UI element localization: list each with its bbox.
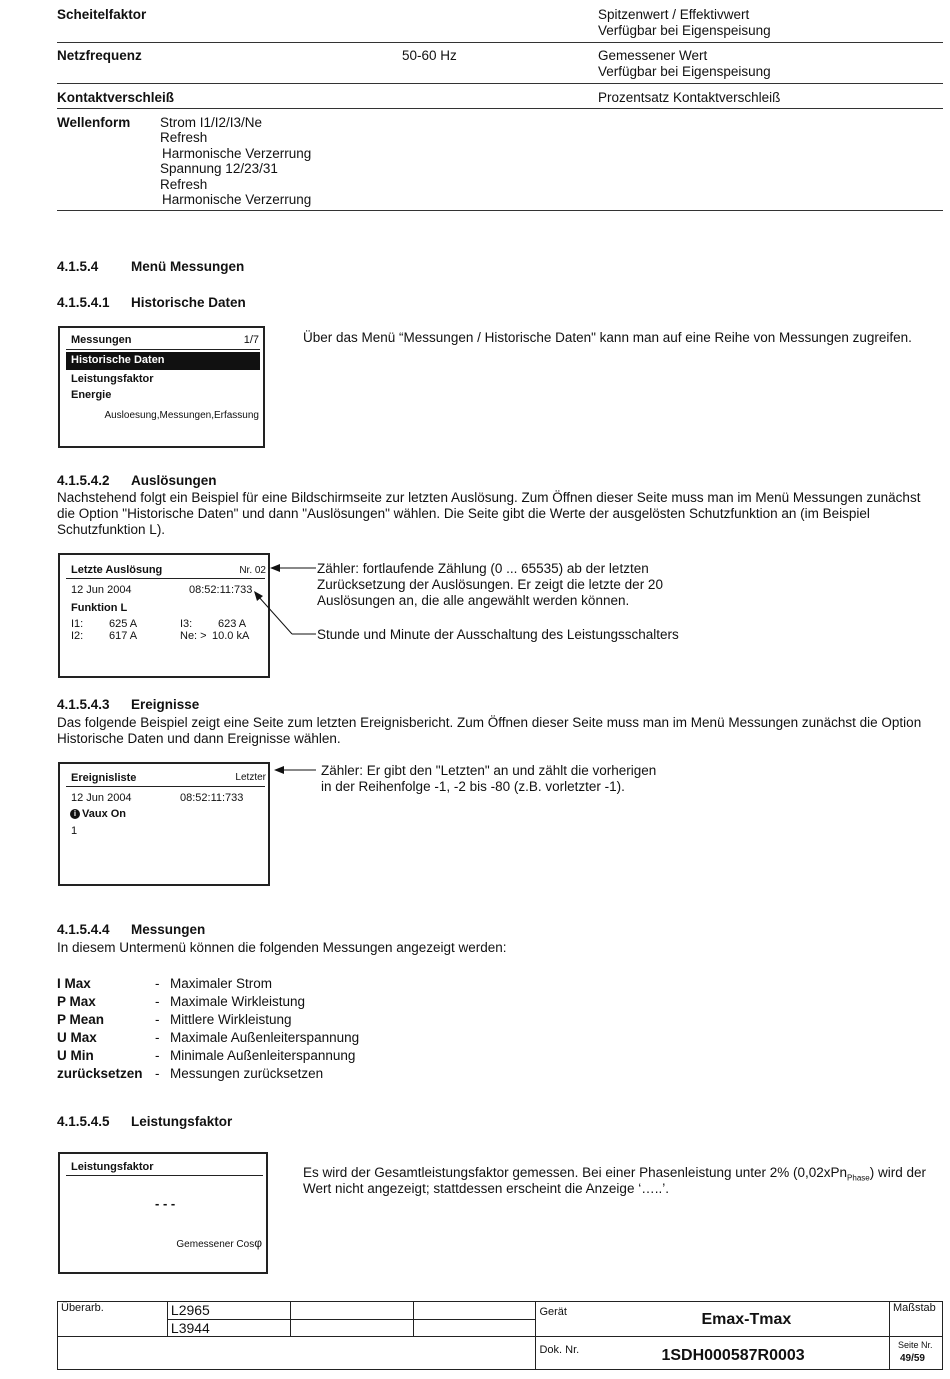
lcd-value: 617 A [109, 630, 138, 642]
lcd-event-number: 1 [71, 825, 78, 837]
lcd-nr: Nr. 02 [239, 565, 266, 576]
lcd-menu-item[interactable]: Energie [71, 389, 112, 401]
empty-cell [290, 1319, 413, 1337]
lcd-funktion: Funktion L [71, 602, 128, 614]
wellenform-line: Refresh [160, 130, 208, 145]
section-title: Auslösungen [131, 473, 217, 488]
measure-dash: - [155, 1048, 160, 1063]
section-number: 4.1.5.4.3 [57, 697, 110, 712]
divider [57, 42, 943, 43]
lcd-label: I1: [71, 618, 84, 630]
doknr-cell [536, 1337, 890, 1370]
paragraph-line: Historische Daten und dann Ereignisse wählen. [57, 731, 341, 746]
lcd-value: 625 A [109, 618, 138, 630]
section-title: Leistungsfaktor [131, 1114, 233, 1129]
measure-desc: Maximale Wirkleistung [170, 994, 306, 1009]
label-doknr: Dok. Nr. [539, 1344, 580, 1356]
row-name-kontaktverschleiss: Kontaktverschleiß [57, 90, 175, 105]
doknr-value: 1SDH000587R0003 [661, 1347, 805, 1364]
text-part: ) wird der [869, 1165, 926, 1180]
wellenform-line: Harmonische Verzerrung [162, 192, 312, 207]
measure-key: P Mean [57, 1012, 105, 1027]
lcd-messungen [58, 326, 265, 448]
empty-cell [413, 1319, 536, 1337]
wellenform-line: Strom I1/I2/I3/Ne [160, 115, 263, 130]
lcd-page: 1/7 [243, 334, 259, 346]
label-massstab: Maßstab [889, 1302, 942, 1337]
paragraph-line: Das folgende Beispiel zeigt eine Seite zum letzten Ereignisbericht. Zum Öffnen dieser Seite muss man im Menü Messungen zunächst die Option [57, 715, 922, 730]
row-desc: Verfügbar bei Eigenspeisung [598, 64, 771, 79]
section-number: 4.1.5.4.1 [57, 295, 110, 310]
lcd-title: Leistungsfaktor [71, 1161, 154, 1173]
lcd-selection[interactable] [66, 352, 260, 370]
lcd-date: 12 Jun 2004 [71, 792, 132, 804]
measure-dash: - [155, 1066, 160, 1081]
section-title: Menü Messungen [131, 259, 245, 274]
lcd-divider [66, 349, 260, 350]
lcd-tag: Letzter [235, 772, 266, 783]
measure-desc: Maximale Außenleiterspannung [170, 1030, 360, 1045]
section-title: Historische Daten [131, 295, 246, 310]
label-geraet: Gerät [539, 1306, 567, 1318]
lcd-ereignisliste [58, 762, 270, 886]
lcd-date: 12 Jun 2004 [71, 584, 132, 596]
divider [57, 108, 943, 109]
label-seite: Seite Nr. [897, 1340, 933, 1350]
paragraph-line: In diesem Untermenü können die folgenden Messungen angezeigt werden: [57, 940, 507, 955]
arrow-head-icon [274, 766, 284, 774]
revision: L2965 [167, 1302, 290, 1320]
lcd-letzte-ausloesung [58, 553, 270, 678]
empty-cell [413, 1302, 536, 1320]
measure-dash: - [155, 976, 160, 991]
measure-key: I Max [57, 976, 91, 991]
info-icon: i [70, 809, 80, 819]
lcd-footer [176, 1236, 262, 1250]
measure-desc: Minimale Außenleiterspannung [170, 1048, 356, 1063]
row-desc: Prozentsatz Kontaktverschleiß [598, 90, 781, 105]
paragraph-line: die Option "Historische Daten" und dann "Auslösungen" wählen. Die Seite gibt die Werte der ausgelösten Schutzfunktion an (im Beispiel [57, 506, 870, 521]
annotation-zaehler: Zähler: fortlaufende Zählung (0 ... 65535) ab der letzten [317, 561, 649, 576]
annotation-arrow [270, 762, 320, 778]
geraet-cell [536, 1302, 890, 1337]
wellenform-line: Refresh [160, 177, 208, 192]
section-title: Ereignisse [131, 697, 200, 712]
seite-value: 49/59 [899, 1353, 925, 1364]
lcd-menu-item: Historische Daten [71, 354, 165, 366]
measure-key: zurücksetzen [57, 1066, 143, 1081]
section-number: 4.1.5.4.2 [57, 473, 110, 488]
lcd-divider [66, 578, 265, 579]
lcd-menu-item[interactable]: Leistungsfaktor [71, 373, 154, 385]
lcd-time: 08:52:11:733 [189, 584, 253, 596]
measure-desc: Maximaler Strom [170, 976, 273, 991]
subscript-phase: Phase [847, 1173, 870, 1183]
seite-cell [889, 1337, 942, 1370]
measure-desc: Messungen zurücksetzen [170, 1066, 324, 1081]
lcd-title: Messungen [71, 334, 132, 346]
row-desc: Verfügbar bei Eigenspeisung [598, 23, 771, 38]
lcd-divider [66, 1175, 263, 1176]
wellenform-line: Harmonische Verzerrung [162, 146, 312, 161]
paragraph-line: Schutzfunktion L). [57, 522, 166, 537]
lcd-event: Vaux On [82, 808, 127, 820]
measure-dash: - [155, 1030, 160, 1045]
row-value: 50-60 Hz [402, 48, 457, 63]
section-number: 4.1.5.4.4 [57, 922, 110, 937]
lcd-value: - - - [155, 1196, 176, 1211]
row-name-wellenform: Wellenform [57, 115, 131, 130]
annotation-stunde: Stunde und Minute der Ausschaltung des Leistungsschalters [317, 627, 679, 642]
text-leistungsfaktor: Wert nicht angezeigt; stattdessen erscheint die Anzeige ‘…..’. [303, 1181, 669, 1196]
section-title: Messungen [131, 922, 206, 937]
annotation-ereignis: in der Reihenfolge -1, -2 bis -80 (z.B. vorletzter -1). [321, 779, 625, 794]
lcd-leistungsfaktor [58, 1152, 268, 1274]
annotation-zaehler: Auslösungen an, die alle angewählt werden können. [317, 593, 630, 608]
measure-key: U Min [57, 1048, 94, 1063]
lcd-time: 08:52:11:733 [180, 792, 244, 804]
divider [57, 210, 943, 211]
row-desc: Gemessener Wert [598, 48, 708, 63]
lcd-label: I2: [71, 630, 84, 642]
lcd-title: Ereignisliste [71, 772, 137, 784]
text-historische: Über das Menü “Messungen / Historische Daten" kann man auf eine Reihe von Messungen zugreifen. [303, 330, 912, 345]
row-name-netzfrequenz: Netzfrequenz [57, 48, 142, 63]
measure-key: U Max [57, 1030, 97, 1045]
measure-dash: - [155, 994, 160, 1009]
revision: L3944 [167, 1319, 290, 1337]
lcd-footer: Ausloesung,Messungen,Erfassung [104, 410, 259, 421]
empty-cell [290, 1302, 413, 1320]
wellenform-line: Spannung 12/23/31 [160, 161, 278, 176]
paragraph-line: Nachstehend folgt ein Beispiel für eine Bildschirmseite zur letzten Auslösung. Zum Öffnen dieser Seite muss man im Menü Messungen zunächst [57, 490, 921, 505]
annotation-arrows [240, 560, 320, 645]
lcd-value: 10.0 kA [212, 630, 250, 642]
row-desc: Spitzenwert / Effektivwert [598, 7, 750, 22]
lcd-title: Letzte Auslösung [71, 564, 163, 576]
measure-dash: - [155, 1012, 160, 1027]
geraet-name: Emax-Tmax [701, 1311, 792, 1328]
row-name-scheitelfaktor: Scheitelfaktor [57, 7, 147, 22]
measure-key: P Max [57, 994, 96, 1009]
section-number: 4.1.5.4 [57, 259, 99, 274]
lcd-divider [66, 786, 265, 787]
lcd-label: I3: [180, 618, 193, 630]
text-part: Es wird der Gesamtleistungsfaktor gemessen. Bei einer Phasenleistung unter 2% (0,02xPn [303, 1165, 848, 1180]
arrow-head-icon [270, 564, 280, 572]
lcd-value: 623 A [218, 618, 247, 630]
divider [57, 83, 943, 84]
section-number: 4.1.5.4.5 [57, 1114, 110, 1129]
title-block [57, 1301, 943, 1370]
label-ueberarb: Überarb. [58, 1302, 168, 1337]
measure-desc: Mittlere Wirkleistung [170, 1012, 292, 1027]
annotation-ereignis: Zähler: Er gibt den "Letzten" an und zählt die vorherigen [321, 763, 657, 778]
lcd-footer-label: Gemessener Cos [176, 1239, 255, 1250]
empty-cell [58, 1337, 536, 1370]
annotation-zaehler: Zurücksetzung der Auslösungen. Er zeigt die letzte der 20 [317, 577, 663, 592]
lcd-label: Ne: > [180, 630, 207, 642]
phi-symbol: φ [254, 1236, 262, 1250]
